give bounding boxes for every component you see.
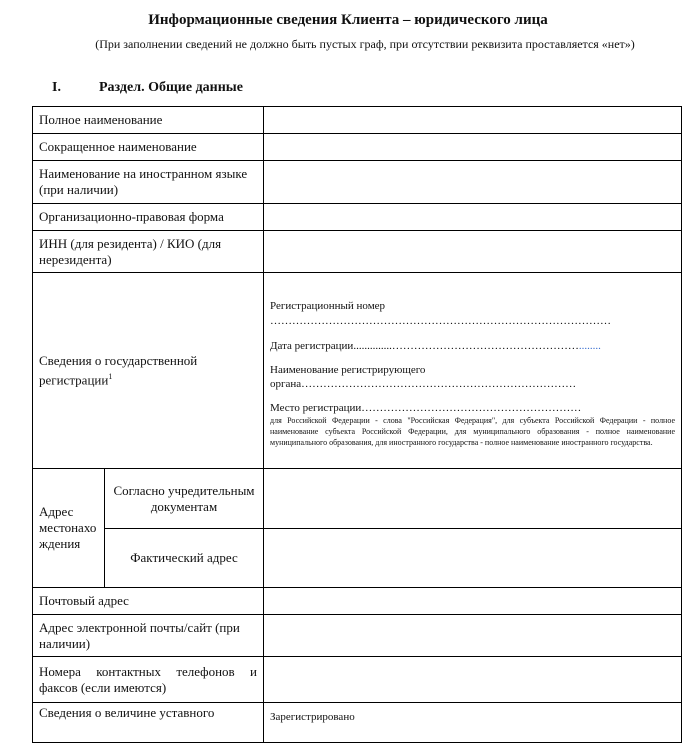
reg-number-dots: ………………………………………………………………………………… bbox=[270, 315, 611, 327]
section-title: Раздел. Общие данные bbox=[99, 80, 243, 95]
foreign-name-label: Наименование на иностранном языке (при наличии) bbox=[33, 161, 264, 204]
legal-form-label: Организационно-правовая форма bbox=[33, 204, 264, 231]
table-row bbox=[33, 657, 682, 703]
address-actual-field[interactable] bbox=[264, 529, 682, 588]
reg-place-label: Место регистрации bbox=[270, 402, 362, 414]
address-actual-label: Фактический адрес bbox=[105, 529, 264, 588]
reg-date-squiggle: ........ bbox=[578, 340, 601, 352]
inn-field[interactable] bbox=[264, 231, 682, 273]
address-label: Адрес местонахо ждения bbox=[33, 469, 105, 588]
table-row bbox=[33, 273, 682, 469]
reg-organ-dots: ………………………………………………………………… bbox=[301, 378, 577, 390]
reg-place-dots: …………………………………………………… bbox=[361, 402, 582, 414]
reg-place-line bbox=[270, 401, 675, 415]
reg-organ-label-1: Наименование регистрирующего bbox=[270, 364, 426, 376]
email-field[interactable] bbox=[264, 615, 682, 657]
state-registration-label: Сведения о государственной регистрации$^1$ bbox=[33, 273, 264, 469]
table-row bbox=[33, 134, 682, 161]
full-name-label: Полное наименование bbox=[33, 107, 264, 134]
document-subtitle: (При заполнении сведений не должно быть пустых граф, при отсутствии реквизита проставляется «нет») bbox=[95, 37, 635, 51]
footnote-marker: 1 bbox=[108, 371, 113, 381]
reg-organ-line bbox=[270, 377, 675, 391]
short-name-label: Сокращенное наименование bbox=[33, 134, 264, 161]
reg-organ-label-2: органа bbox=[270, 378, 302, 390]
short-name-field[interactable] bbox=[264, 134, 682, 161]
document-title: Информационные сведения Клиента – юридического лица bbox=[148, 12, 548, 28]
reg-date-label: Дата регистрации bbox=[270, 340, 354, 352]
postal-address-field[interactable] bbox=[264, 588, 682, 615]
table-row bbox=[33, 469, 682, 529]
address-by-docs-label: Согласно учредительным документам bbox=[105, 469, 264, 529]
capital-field[interactable]: Зарегистрировано bbox=[264, 703, 682, 743]
address-by-docs-field[interactable] bbox=[264, 469, 682, 529]
foreign-name-field[interactable] bbox=[264, 161, 682, 204]
capital-label: Сведения о величине уставного bbox=[33, 703, 264, 743]
table-row bbox=[33, 588, 682, 615]
full-name-field[interactable] bbox=[264, 107, 682, 134]
postal-address-label: Почтовый адрес bbox=[33, 588, 264, 615]
legal-form-field[interactable] bbox=[264, 204, 682, 231]
reg-place-note: для Российской Федерации - слова "Российская Федерация", для субъекта Российской Федерации - полное наименование субъекта Российской Федерации, для муниципального образования - полное наименование муниципального образования, для иностранного государства - полное наименование иностранного государства. bbox=[270, 416, 675, 447]
reg-number-label: Регистрационный номер bbox=[270, 300, 386, 312]
reg-date-line bbox=[270, 339, 675, 353]
section-heading bbox=[52, 80, 243, 96]
phones-label: Номера контактных телефонов и факсов (если имеются) bbox=[33, 657, 264, 703]
table-row bbox=[33, 703, 682, 743]
table-row bbox=[33, 161, 682, 204]
table-row bbox=[33, 231, 682, 273]
inn-label: ИНН (для резидента) / КИО (для нерезидента) bbox=[33, 231, 264, 273]
table-row bbox=[33, 204, 682, 231]
state-registration-field[interactable] bbox=[264, 273, 682, 469]
email-label: Адрес электронной почты/сайт (при наличии) bbox=[33, 615, 264, 657]
table-row bbox=[33, 615, 682, 657]
client-info-table bbox=[32, 106, 682, 743]
reg-date-dots: ..............…………………………………………… bbox=[353, 340, 579, 352]
section-number: I. bbox=[52, 80, 61, 95]
phones-field[interactable] bbox=[264, 657, 682, 703]
table-row bbox=[33, 529, 682, 588]
table-row bbox=[33, 107, 682, 134]
